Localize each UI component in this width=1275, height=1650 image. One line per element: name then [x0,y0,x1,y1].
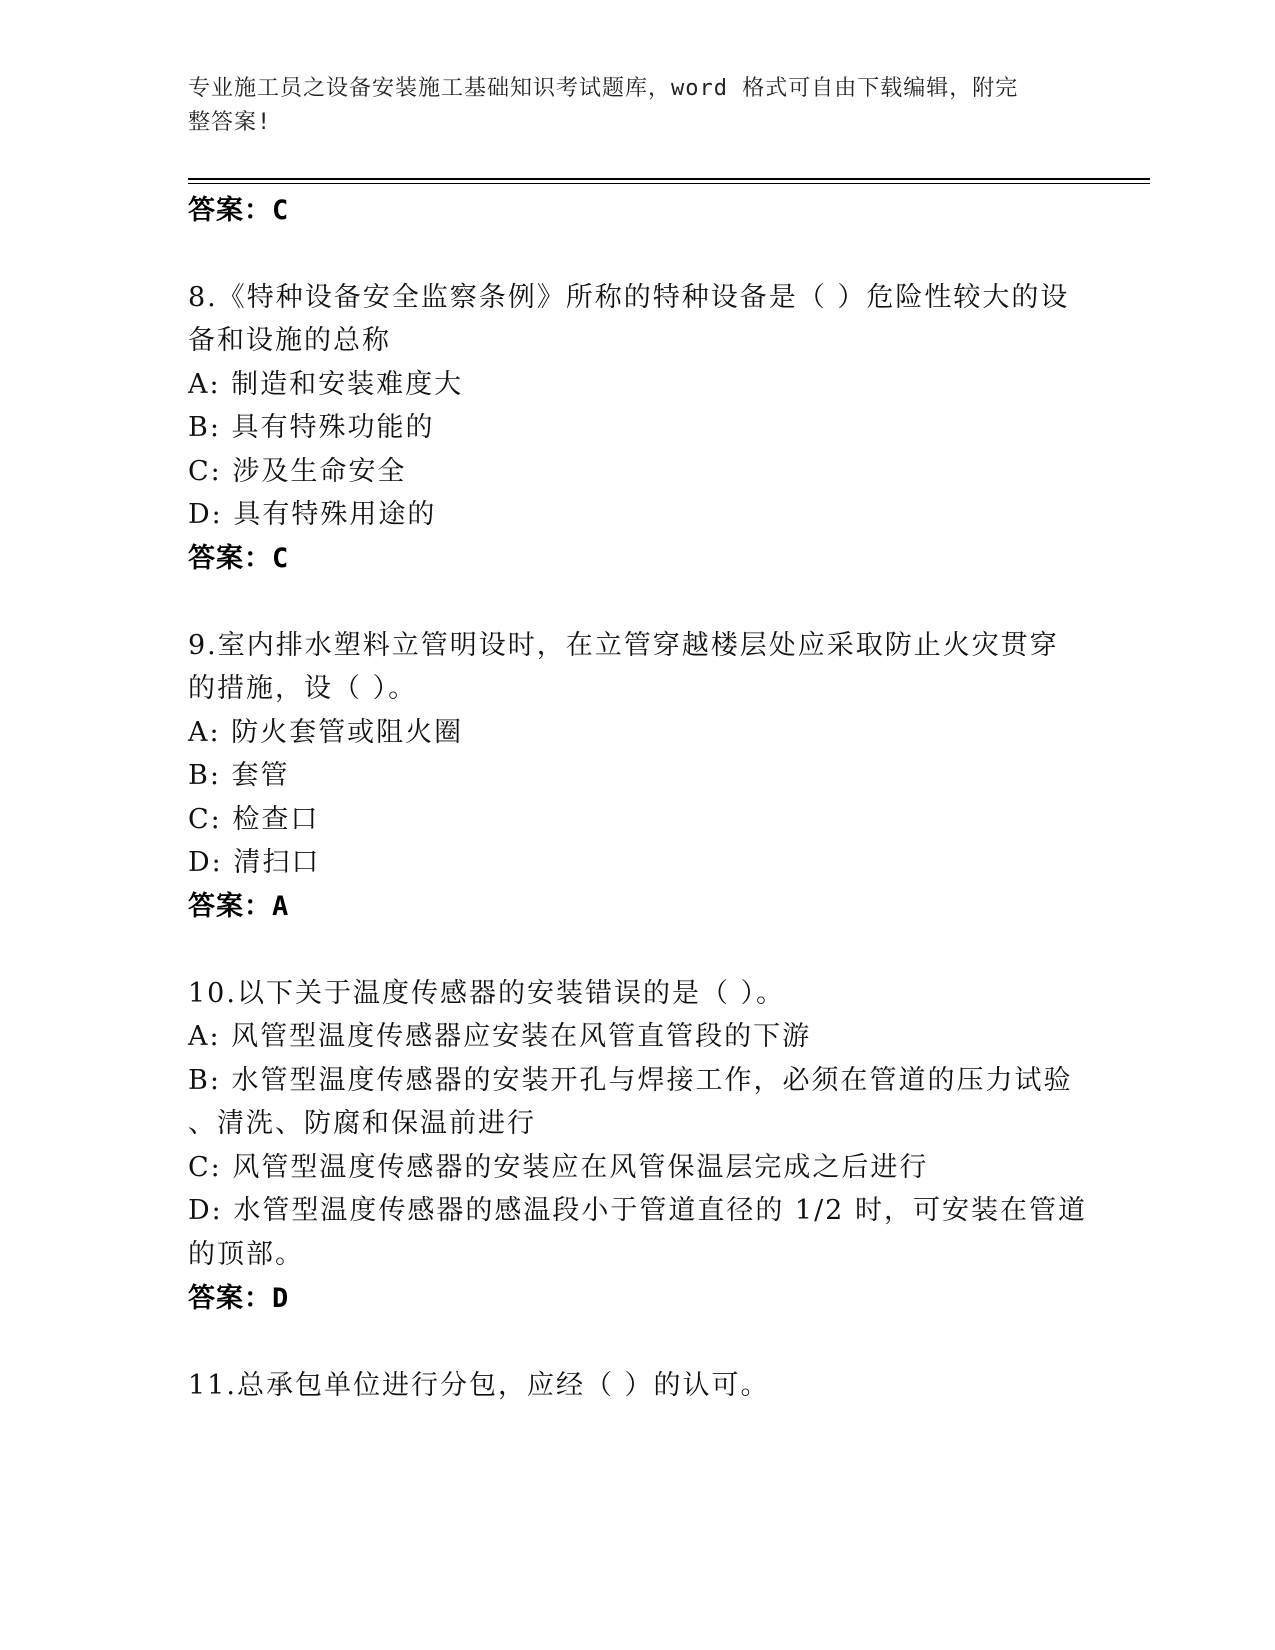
question-11-stem: 11.总承包单位进行分包，应经（ ）的认可。 [188,1370,770,1401]
question-10-option-b-line-1: B: 水管型温度传感器的安装开孔与焊接工作，必须在管道的压力试验 [188,1065,1073,1096]
question-8-option-a: A: 制造和安装难度大 [188,369,464,400]
question-8-stem-line-2: 备和设施的总称 [188,325,391,356]
question-8-answer: 答案：C [188,543,290,574]
question-10-option-a: A: 风管型温度传感器应安装在风管直管段的下游 [188,1021,812,1052]
answer-previous: 答案：C [188,195,290,226]
question-9-answer: 答案：A [188,891,290,922]
question-8-stem-line-1: 8.《特种设备安全监察条例》所称的特种设备是（ ）危险性较大的设 [188,282,1070,313]
question-10-answer: 答案：D [188,1283,290,1314]
question-9-stem-line-2: 的措施，设（ ）。 [188,673,418,704]
question-8-option-b: B: 具有特殊功能的 [188,412,435,443]
document-header [188,72,1068,140]
question-8-option-d: D: 具有特殊用途的 [188,499,437,530]
question-10-option-d-line-1: D: 水管型温度传感器的感温段小于管道直径的 1/2 时，可安装在管道 [188,1195,1087,1226]
question-9-option-b: B: 套管 [188,760,290,791]
question-9-option-c: C: 检查口 [188,804,320,835]
question-10-option-c: C: 风管型温度传感器的安装应在风管保温层完成之后进行 [188,1152,929,1183]
question-10-stem: 10.以下关于温度传感器的安装错误的是（ ）。 [188,978,786,1009]
question-10-option-d-line-2: 的顶部。 [188,1239,304,1270]
header-line-2: 整答案! [188,110,272,135]
question-10-option-b-line-2: 、清洗、防腐和保温前进行 [188,1108,536,1139]
header-divider-top [188,178,1150,180]
question-9-option-a: A: 防火套管或阻火圈 [188,717,464,748]
question-8-option-c: C: 涉及生命安全 [188,456,407,487]
question-9-option-d: D: 清扫口 [188,847,321,878]
header-divider-bottom [188,183,1150,184]
header-line-1: 专业施工员之设备安装施工基础知识考试题库，word 格式可自由下载编辑，附完 [188,76,1019,101]
question-9-stem-line-1: 9.室内排水塑料立管明设时，在立管穿越楼层处应采取防止火灾贯穿 [188,630,1059,661]
